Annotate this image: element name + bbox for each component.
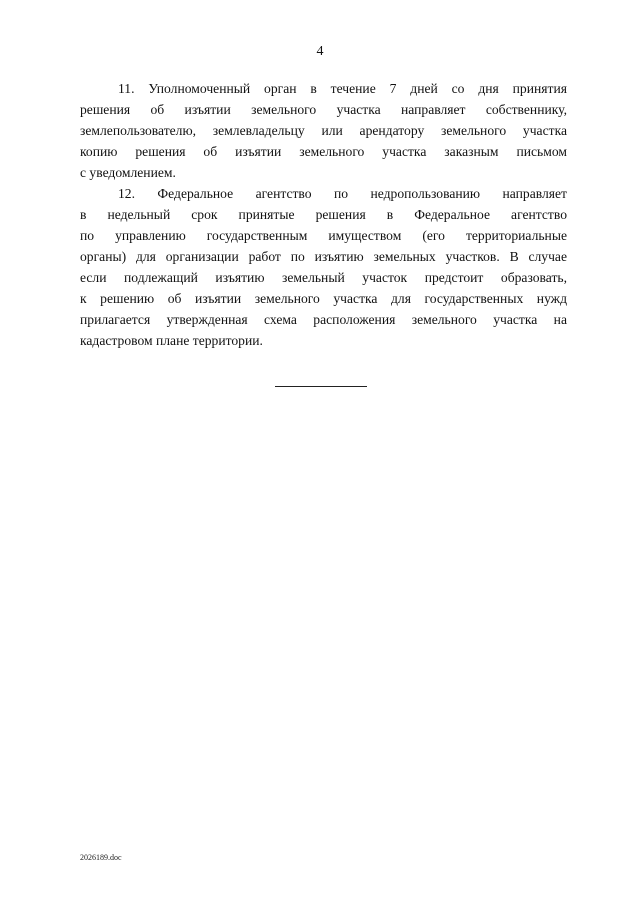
paragraph-12 <box>80 183 567 351</box>
document-body <box>80 78 567 351</box>
paragraph-line: кадастровом плане территории. <box>80 333 263 348</box>
paragraph-line: с уведомлением. <box>80 165 176 180</box>
paragraph-line: органы) для организации работ по изъятию земельных участков. В случае <box>80 249 567 264</box>
paragraph-line: копию решения об изъятии земельного участка заказным письмом <box>80 144 567 159</box>
paragraph-line: по управлению государственным имуществом (его территориальные <box>80 228 567 243</box>
paragraph-line: землепользователю, землевладельцу или арендатору земельного участка <box>80 123 567 138</box>
paragraph-11 <box>80 78 567 183</box>
page-number: 4 <box>316 44 324 59</box>
paragraph-line: в недельный срок принятые решения в Федеральное агентство <box>80 207 567 222</box>
end-separator-line <box>275 386 367 387</box>
paragraph-line: решения об изъятии земельного участка направляет собственнику, <box>80 102 567 117</box>
paragraph-line: если подлежащий изъятию земельный участок предстоит образовать, <box>80 270 567 285</box>
footer-filename: 2026189.doc <box>80 853 122 862</box>
paragraph-line: 12. Федеральное агентство по недропользованию направляет <box>118 186 567 201</box>
paragraph-line: 11. Уполномоченный орган в течение 7 дней со дня принятия <box>118 81 567 96</box>
paragraph-line: прилагается утвержденная схема расположения земельного участка на <box>80 312 567 327</box>
paragraph-line: к решению об изъятии земельного участка для государственных нужд <box>80 291 567 306</box>
